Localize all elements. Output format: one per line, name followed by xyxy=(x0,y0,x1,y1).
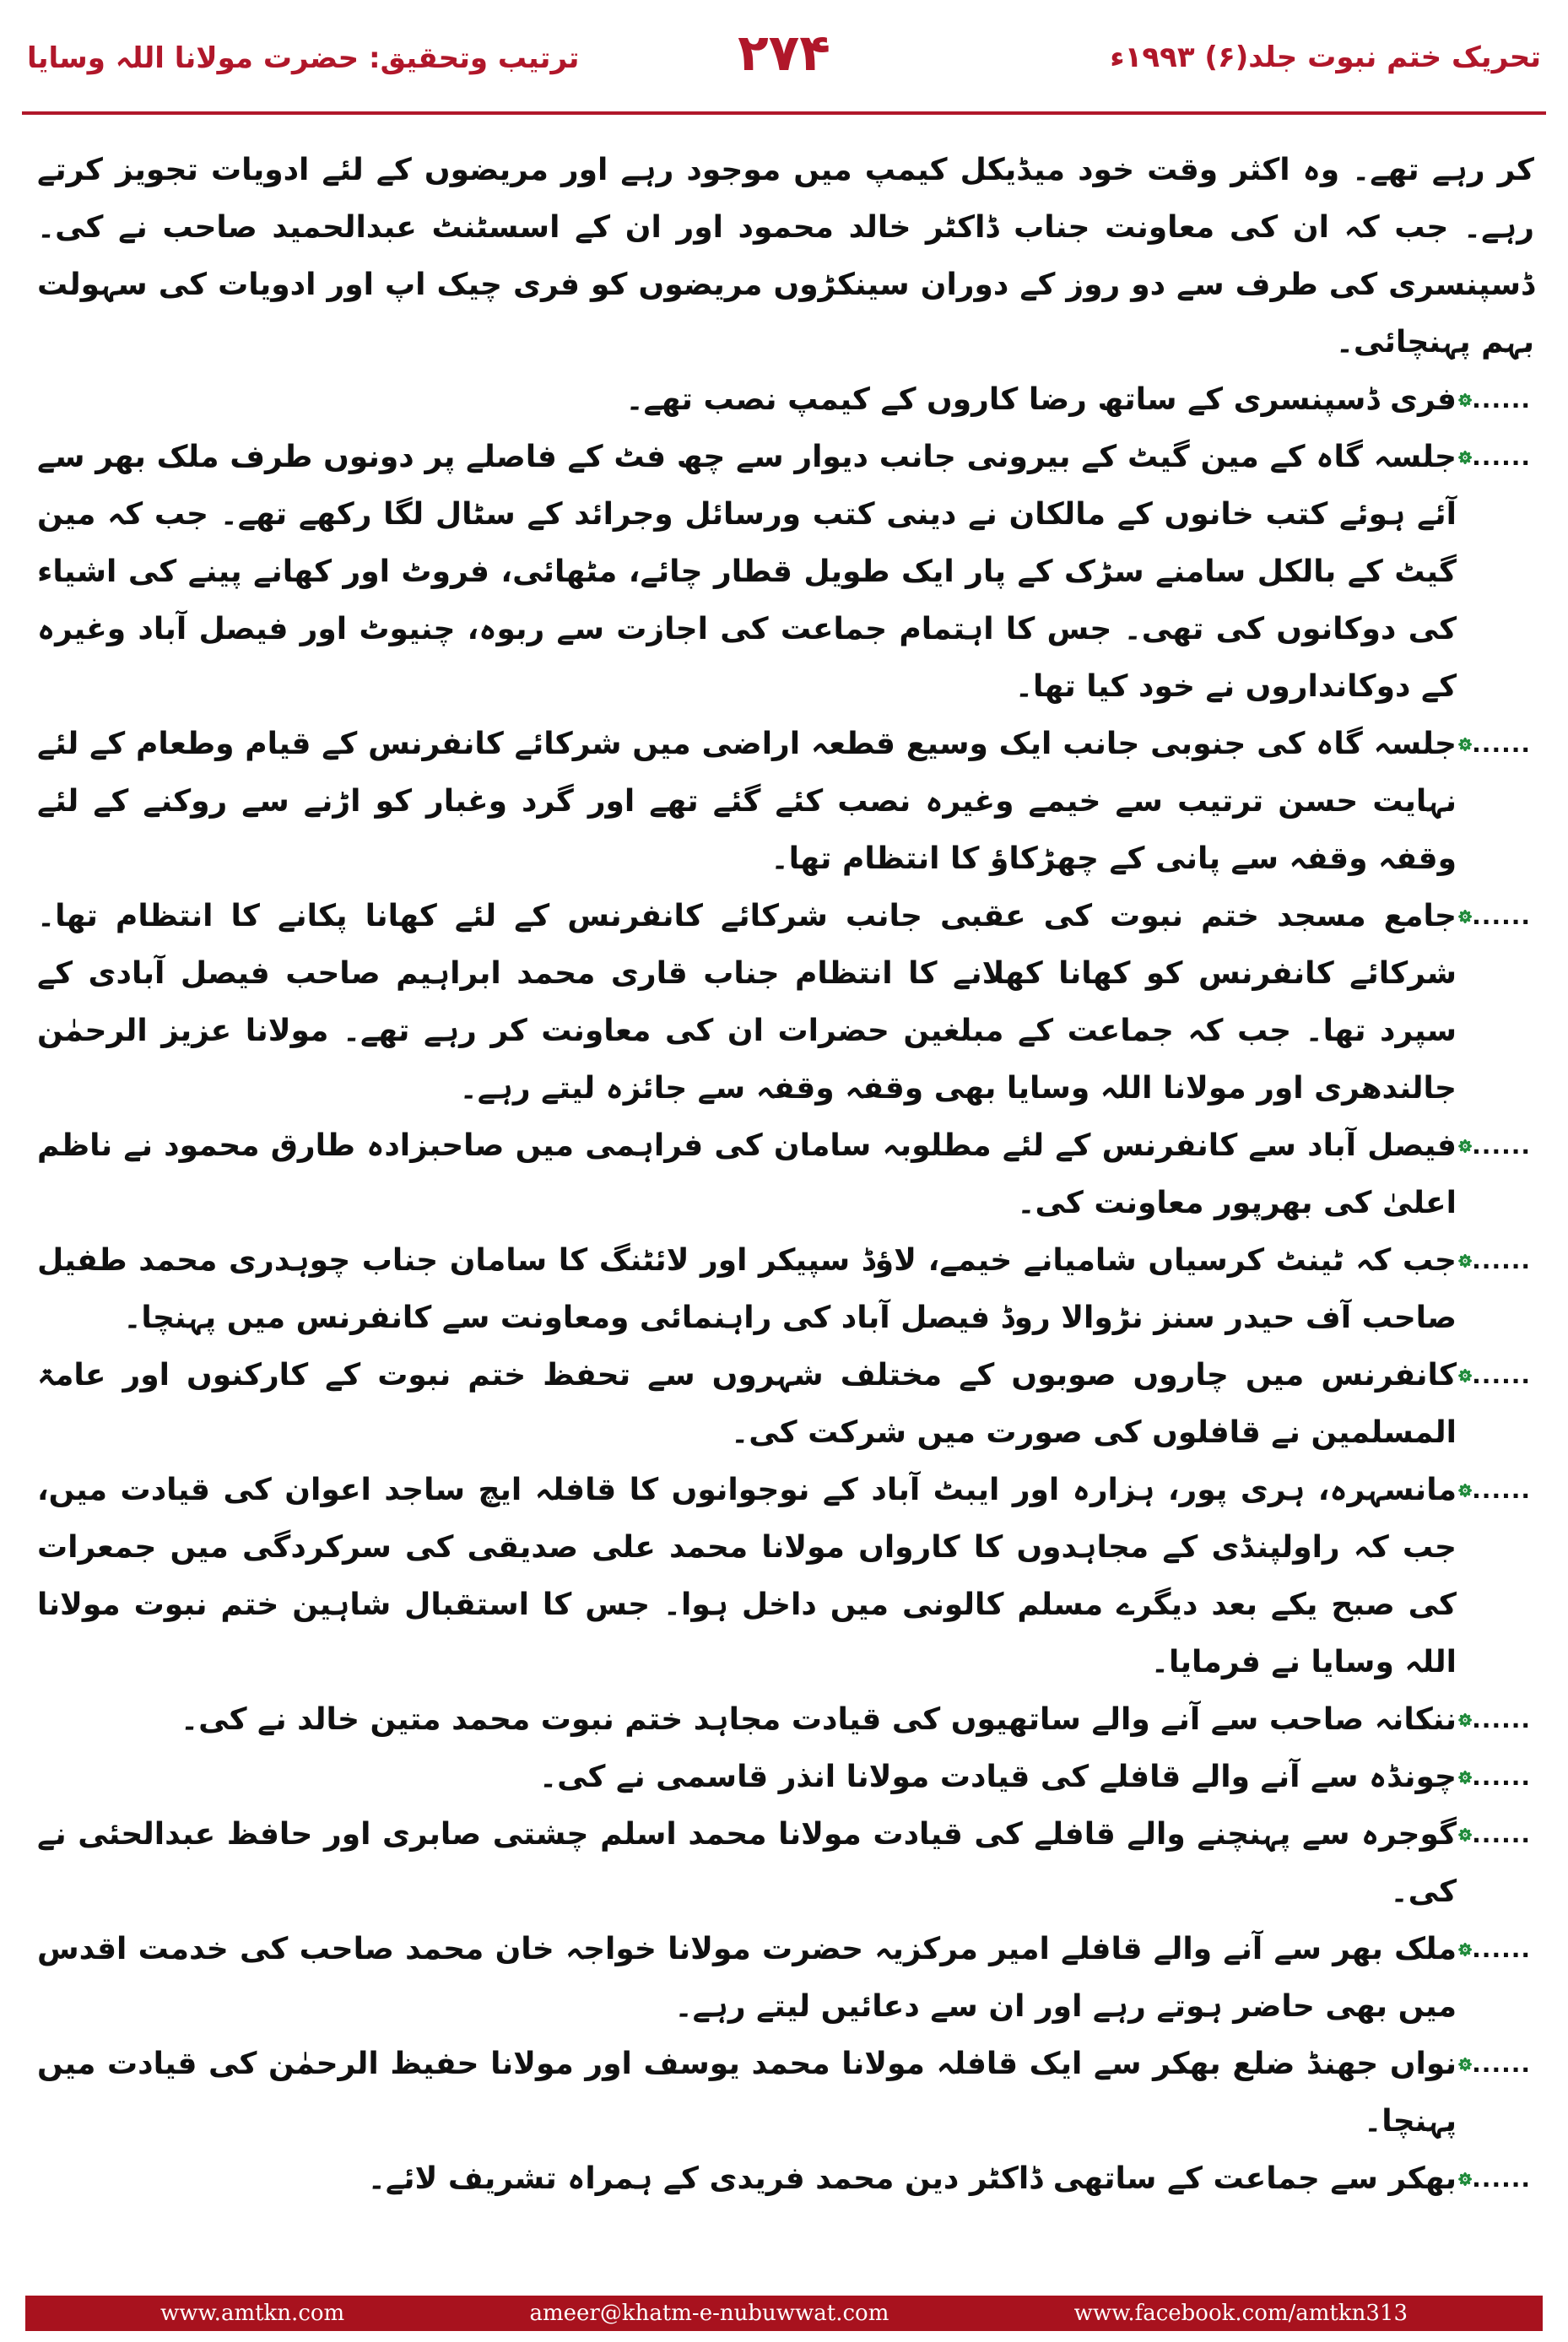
header-compiler-title: ترتیب وتحقیق: حضرت مولانا اللہ وسایا xyxy=(27,41,580,75)
intro-paragraph: کر رہے تھے۔ وہ اکثر وقت خود میڈیکل کیمپ میں موجود رہے اور مریضوں کے لئے ادویات تجویز کرتے رہے۔ جب کہ ان کی معاونت جناب ڈاکٹر خالد محمود اور ان کے اسسٹنٹ عبدالحمید صاحب نے کی۔ ڈسپنسری کی طرف سے دو روز کے دوران سینکڑوں مریضوں کو فری چیک اپ اور ادویات کی سہولت بہم پہنچائی۔ xyxy=(37,153,1534,360)
bullet-marker xyxy=(1458,1232,1534,1290)
bullet-item xyxy=(37,1691,1534,1749)
bullet-item-text: جلسہ گاہ کے مین گیٹ کے بیرونی جانب دیوار سے چھ فٹ کے فاصلے پر دونوں طرف ملک بھر سے آئے ہوئے کتب خانوں کے مالکان نے دینی کتب ورسائل وجرائد کے سٹال لگا رکھے تھے۔ جب کہ مین گیٹ کے بالکل سامنے سڑک کے پار ایک طویل قطار چائے، مٹھائی، فروٹ اور کھانے پینے کی اشیاء کی دوکانوں کی تھی۔ جس کا اہتمام جماعت کی اجازت سے ربوہ، چنیوٹ اور فیصل آباد وغیرہ کے دوکانداروں نے خود کیا تھا۔ xyxy=(37,440,1457,704)
bullet-item xyxy=(37,1117,1534,1232)
bullet-dots: ...... xyxy=(1472,1247,1531,1274)
bullet-list xyxy=(37,371,1534,2208)
bullet-dots: ...... xyxy=(1472,902,1531,930)
page-footer xyxy=(25,2296,1543,2331)
bullet-dots: ...... xyxy=(1472,1935,1531,1963)
bullet-dots: ...... xyxy=(1472,1820,1531,1848)
flower-icon xyxy=(1458,1822,1472,1847)
bullet-item xyxy=(37,1462,1534,1691)
bullet-item-text: جلسہ گاہ کی جنوبی جانب ایک وسیع قطعہ اراضی میں شرکائے کانفرنس کے قیام وطعام کے لئے نہایت حسن ترتیب سے خیمے وغیرہ نصب کئے گئے تھے اور گرد وغبار کو اڑنے سے روکنے کے لئے وقفہ وقفہ سے پانی کے چھڑکاؤ کا انتظام تھا۔ xyxy=(37,727,1457,876)
bullet-item xyxy=(37,2150,1534,2208)
bullet-item-text: ننکانہ صاحب سے آنے والے ساتھیوں کی قیادت مجاہد ختم نبوت محمد متین خالد نے کی۔ xyxy=(181,1702,1457,1737)
bullet-item xyxy=(37,1806,1534,1921)
bullet-dots: ...... xyxy=(1472,1706,1531,1734)
bullet-marker xyxy=(1458,2150,1534,2208)
page-header xyxy=(0,0,1568,127)
header-book-title: تحریک ختم نبوت جلد(۶) ۱۹۹۳ء xyxy=(1110,41,1541,74)
bullet-marker xyxy=(1458,716,1534,773)
page-number: ۲۷۴ xyxy=(738,24,830,83)
bullet-item-text: جامع مسجد ختم نبوت کی عقبی جانب شرکائے کانفرنس کے لئے کھانا پکانے کا انتظام تھا۔ شرکائے کانفرنس کو کھانا کھلانے کا انتظام جناب قاری محمد ابراہیم صاحب فیصل آبادی کے سپرد تھا۔ جب کہ جماعت کے مبلغین حضرات ان کی معاونت کر رہے تھے۔ مولانا عزیز الرحمٰن جالندھری اور مولانا اللہ وسایا بھی وقفہ وقفہ سے جائزہ لیتے رہے۔ xyxy=(37,899,1457,1106)
bullet-dots: ...... xyxy=(1472,1476,1531,1504)
flower-icon xyxy=(1458,732,1472,757)
bullet-dots: ...... xyxy=(1472,1361,1531,1389)
flower-icon xyxy=(1458,904,1472,929)
footer-website-link[interactable]: www.amtkn.com xyxy=(160,2301,345,2326)
bullet-dots: ...... xyxy=(1472,730,1531,758)
bullet-item xyxy=(37,1347,1534,1462)
bullet-item-text: فری ڈسپنسری کے ساتھ رضا کاروں کے کیمپ نصب تھے۔ xyxy=(625,382,1457,417)
bullet-marker xyxy=(1458,1921,1534,1978)
bullet-marker xyxy=(1458,1806,1534,1863)
bullet-dots: ...... xyxy=(1472,1763,1531,1791)
bullet-item-text: گوجرہ سے پہنچنے والے قافلے کی قیادت مولانا محمد اسلم چشتی صابری اور حافظ عبدالحئی نے کی۔ xyxy=(37,1817,1457,1909)
bullet-marker xyxy=(1458,1749,1534,1806)
page-body xyxy=(37,142,1534,2208)
flower-icon xyxy=(1458,1478,1472,1503)
flower-icon xyxy=(1458,1363,1472,1388)
flower-icon xyxy=(1458,2166,1472,2192)
bullet-item xyxy=(37,1749,1534,1806)
bullet-item-text: نواں جھنڈ ضلع بھکر سے ایک قافلہ مولانا محمد یوسف اور مولانا حفیظ الرحمٰن کی قیادت میں پہنچا۔ xyxy=(37,2047,1457,2139)
bullet-item xyxy=(37,2036,1534,2150)
flower-icon xyxy=(1458,2052,1472,2077)
bullet-marker xyxy=(1458,888,1534,945)
flower-icon xyxy=(1458,387,1472,413)
bullet-item xyxy=(37,429,1534,716)
bullet-item-text: مانسہرہ، ہری پور، ہزارہ اور ایبٹ آباد کے نوجوانوں کا قافلہ ایچ ساجد اعوان کی قیادت میں، جب کہ راولپنڈی کے مجاہدوں کا کارواں مولانا محمد علی صدیقی کی سرکردگی میں جمعرات کی صبح یکے بعد دیگرے مسلم کالونی میں داخل ہوا۔ جس کا استقبال شاہین ختم نبوت مولانا اللہ وسایا نے فرمایا۔ xyxy=(37,1473,1457,1679)
bullet-item xyxy=(37,716,1534,888)
bullet-dots: ...... xyxy=(1472,1132,1531,1160)
bullet-item xyxy=(37,1232,1534,1347)
bullet-marker xyxy=(1458,429,1534,486)
bullet-dots: ...... xyxy=(1472,443,1531,471)
header-divider xyxy=(22,111,1546,115)
flower-icon xyxy=(1458,1248,1472,1274)
bullet-item-text: بھکر سے جماعت کے ساتھی ڈاکٹر دین محمد فریدی کے ہمراہ تشریف لائے۔ xyxy=(367,2161,1457,2196)
bullet-item xyxy=(37,1921,1534,2036)
bullet-marker xyxy=(1458,1691,1534,1749)
bullet-marker xyxy=(1458,1117,1534,1175)
bullet-item-text: ملک بھر سے آنے والے قافلے امیر مرکزیہ حضرت مولانا خواجہ خان محمد صاحب کی خدمت اقدس میں بھی حاضر ہوتے رہے اور ان سے دعائیں لیتے رہے۔ xyxy=(37,1932,1457,2024)
bullet-item-text: فیصل آباد سے کانفرنس کے لئے مطلوبہ سامان کی فراہمی میں صاحبزادہ طارق محمود نے ناظم اعلیٰ کی بھرپور معاونت کی۔ xyxy=(37,1128,1457,1220)
bullet-item xyxy=(37,371,1534,429)
flower-icon xyxy=(1458,1937,1472,1962)
bullet-dots: ...... xyxy=(1472,2165,1531,2193)
bullet-item-text: چونڈہ سے آنے والے قافلے کی قیادت مولانا انذر قاسمی نے کی۔ xyxy=(539,1760,1457,1794)
bullet-marker xyxy=(1458,1462,1534,1519)
flower-icon xyxy=(1458,1707,1472,1733)
footer-email-link[interactable]: ameer@khatm-e-nubuwwat.com xyxy=(529,2301,889,2326)
bullet-dots: ...... xyxy=(1472,386,1531,414)
bullet-marker xyxy=(1458,2036,1534,2093)
bullet-item xyxy=(37,888,1534,1117)
bullet-marker xyxy=(1458,371,1534,429)
flower-icon xyxy=(1458,1133,1472,1159)
flower-icon xyxy=(1458,1765,1472,1790)
bullet-item-text: جب کہ ٹینٹ کرسیاں شامیانے خیمے، لاؤڈ سپیکر اور لائٹنگ کا سامان جناب چوہدری محمد طفیل صاحب آف حیدر سنز نڑوالا روڈ فیصل آباد کی راہنمائی ومعاونت سے کانفرنس میں پہنچا۔ xyxy=(37,1243,1457,1335)
flower-icon xyxy=(1458,445,1472,470)
bullet-item-text: کانفرنس میں چاروں صوبوں کے مختلف شہروں سے تحفظ ختم نبوت کے کارکنوں اور عامۃ المسلمین نے قافلوں کی صورت میں شرکت کی۔ xyxy=(37,1358,1457,1450)
bullet-dots: ...... xyxy=(1472,2050,1531,2078)
bullet-marker xyxy=(1458,1347,1534,1404)
footer-facebook-link[interactable]: www.facebook.com/amtkn313 xyxy=(1073,2301,1408,2326)
